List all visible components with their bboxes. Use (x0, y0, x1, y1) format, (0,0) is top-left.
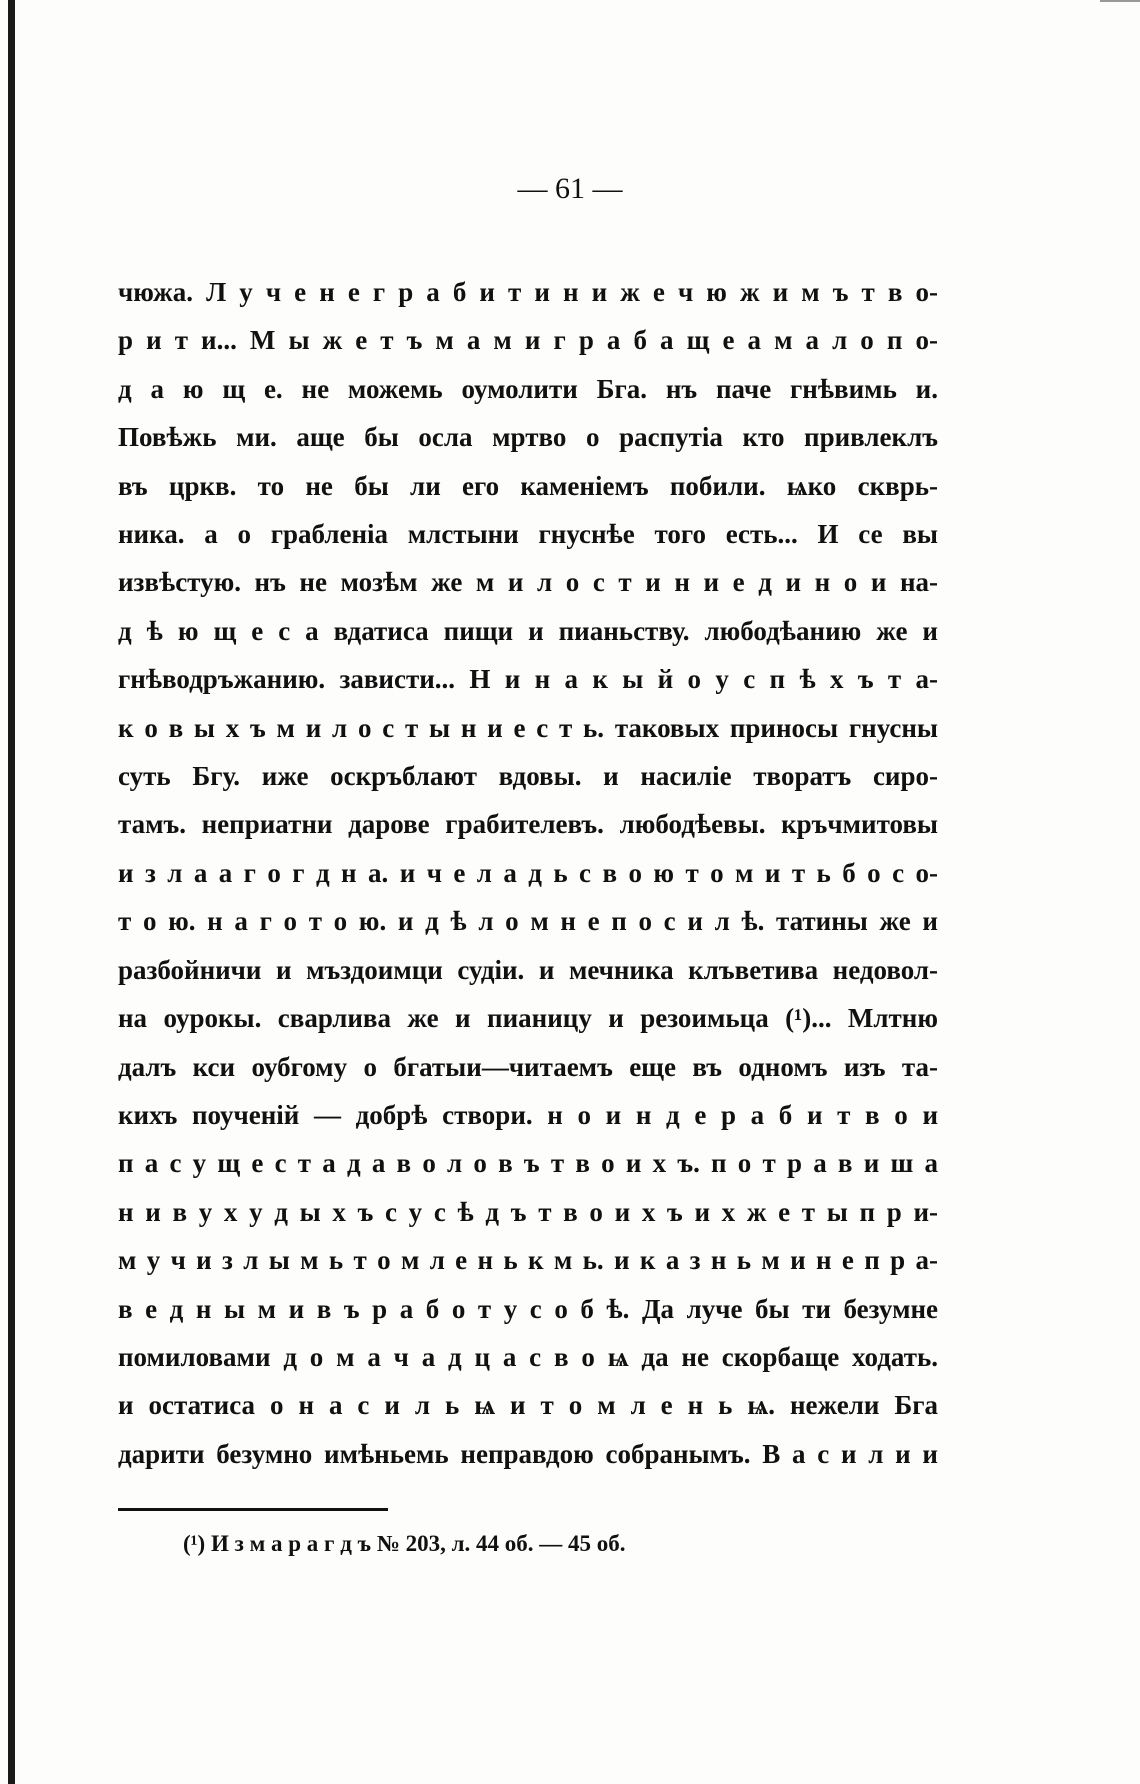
page-corner-mark (1100, 0, 1140, 4)
text-line: в е д н ы м и в ъ р а б о т у с о б ѣ. Да луче бы ти безумне (118, 1293, 938, 1324)
text-line: тамъ. неприатни дарове грабителевъ. любодѣевы. кръчмитовы (118, 809, 938, 840)
text-line: далъ кси оубгому о бгатыи—читаемъ еще въ одномъ изъ та- (118, 1051, 938, 1082)
footnote-divider (118, 1508, 388, 1511)
text-line: кихъ поученій — добрѣ створи. н о и н д е р а б и т в о и (118, 1099, 938, 1130)
text-line: суть Бгу. иже оскръблают вдовы. и насиліе творатъ сиро- (118, 761, 938, 792)
text-line: разбойничи и мъздоимци судіи. и мечника клъветива недовол- (118, 954, 938, 985)
text-line: дарити безумно имѣньемь неправдою собранымъ. В а с и л и и (118, 1438, 938, 1469)
text-line: и остатиса о н а с и л ь ѩ и т о м л е н ь ѩ. нежели Бга (118, 1390, 938, 1421)
page-number: — 61 — (517, 172, 623, 205)
text-line: на оурокы. сварлива же и пианицу и резоимьца (¹)... Млтню (118, 1003, 938, 1034)
text-line: въ цркв. то не бы ли его каменіемъ побили. ѩко скврь- (118, 470, 938, 501)
text-line: п а с у щ е с т а д а в о л о в ъ т в о и х ъ. п о т р а в и ш а (118, 1148, 938, 1179)
footnote: (¹) И з м а р а г д ъ № 203, л. 44 об. — 45 об. (183, 1531, 626, 1556)
main-text-block (118, 268, 938, 1478)
text-line: извѣстую. нъ не мозѣм же м и л о с т и н и е д и н о и на- (118, 567, 938, 598)
text-line: Повѣжь ми. аще бы осла мртво о распутіа кто привлеклъ (118, 422, 938, 453)
text-line: к о в ы х ъ м и л о с т ы н и е с т ь. таковых приносы гнусны (118, 712, 938, 743)
text-line: помиловами д о м а ч а д ц а с в о ѩ да не скорбаще ходать. (118, 1341, 938, 1372)
text-line: т о ю. н а г о т о ю. и д ѣ л о м н е п о с и л ѣ. татины же и (118, 906, 938, 937)
text-line: гнѣводръжанию. зависти... Н и н а к ы й о у с п ѣ х ъ т а- (118, 664, 938, 695)
text-line: д а ю щ е. не можемь оумолити Бга. нъ паче гнѣвимь и. (118, 373, 938, 404)
text-line: чюжа. Л у ч е н е г р а б и т и н и ж е ч ю ж и м ъ т в о- (118, 277, 938, 307)
text-line: д ѣ ю щ е с а вдатиса пищи и пианьству. любодѣанию же и (118, 615, 938, 646)
text-line: н и в у х у д ы х ъ с у с ѣ д ъ т в о и х ъ и х ж е т ы п р и- (118, 1196, 938, 1227)
page-edge-shadow (8, 0, 15, 1784)
text-line: м у ч и з л ы м ь т о м л е н ь к м ь. и к а з н ь м и н е п р а- (118, 1245, 938, 1276)
text-line: и з л а а г о г д н а. и ч е л а д ь с в о ю т о м и т ь б о с о- (118, 857, 938, 888)
text-line: ника. а о грабленіа млстыни гнуснѣе того есть... И се вы (118, 519, 938, 550)
text-line: р и т и... М ы ж е т ъ м а м и г р а б а щ е а м а л о п о- (118, 325, 938, 356)
